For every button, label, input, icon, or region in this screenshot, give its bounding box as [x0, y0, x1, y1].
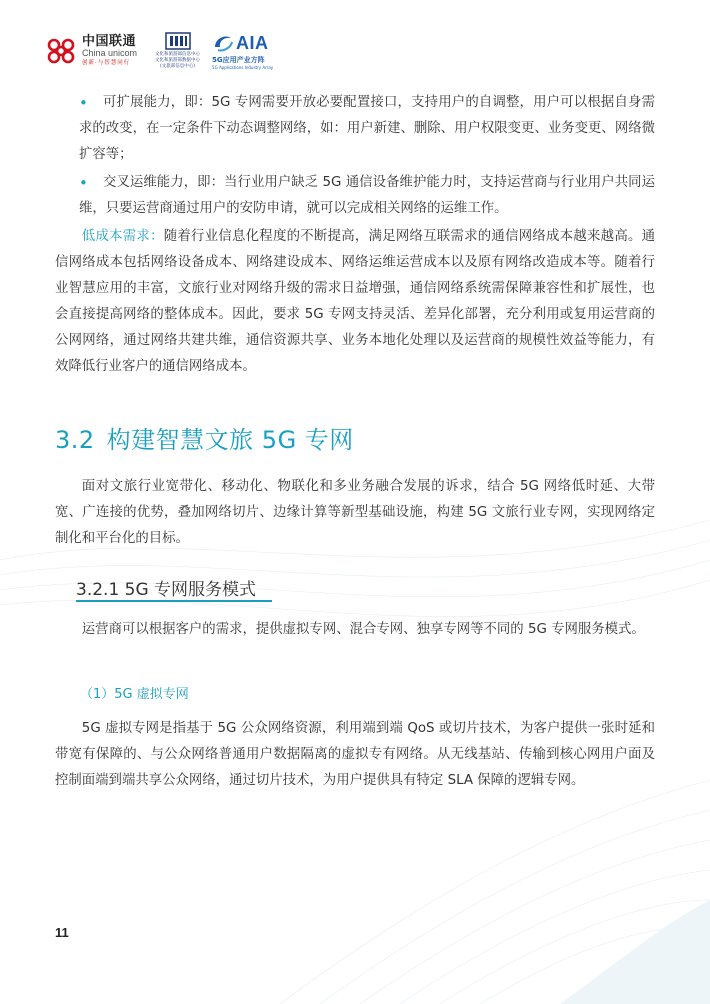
low-cost-text: 随着行业信息化程度的不断提高，满足网络互联需求的通信网络成本越来越高。通信网络成本包括网络设备成本、网络建设成本、网络运维运营成本以及原有网络改造成本等。随着行业智慧应用的丰富，文旅行业对网络升级的需求日益增强，通信网络系统需保障兼容性和扩展性，也会直接提高网络的整体成本。因此，要求 5G 专网支持灵活、差异化部署，充分利用或复用运营商的公网网络，通过网络共建共维，通信资源共享、业务本地化处理以及运营商的规模性效益等能力，有效降低行业客户的通信网络成本。 [55, 229, 656, 374]
header-logos [44, 28, 273, 74]
subsection-underline [76, 600, 272, 602]
aia-wordmark: AIA [236, 32, 269, 53]
section-intro: 面对文旅行业宽带化、移动化、物联化和多业务融合发展的诉求，结合 5G 网络低时延、大带宽、广连接的优势，叠加网络切片、边缘计算等新型基础设施，构建 5G 文旅行业专网，实现网络定制化和平台化的目标。 [55, 479, 655, 546]
section-title: 构建智慧文旅 5G 专网 [106, 426, 354, 454]
ministry-logo-line-1: 文化和旅游部信息中心 [155, 52, 201, 57]
aia-en-name: 5G Applications Industry Array [212, 64, 274, 70]
bullet-dot: • [79, 174, 88, 192]
unicom-en-name: China unicom [82, 48, 138, 59]
ministry-logo-line-2: 文化和旅游部数据中心 [155, 58, 201, 63]
unicom-cn-name: 中国联通 [82, 34, 137, 50]
unicom-knot-icon [44, 36, 78, 66]
bullet-text-scalability: 可扩展能力，即：5G 专网需要开放必要配置接口，支持用户的自调整，用户可以根据自身需求的改变，在一定条件下动态调整网络，如：用户新建、删除、用户权限变更、业务变更、网络微扩容等； [79, 95, 655, 162]
page-content [55, 90, 655, 380]
aia-5g-logo [212, 33, 273, 70]
subsection-intro: 运营商可以根据客户的需求，提供虚拟专网、混合专网、独享专网等不同的 5G 专网服务模式。 [81, 622, 645, 637]
page-number: 11 [55, 925, 69, 940]
ministry-emblem-icon [165, 32, 191, 50]
ministry-logo-line-3: (文旅部信息中心) [160, 64, 196, 69]
bullet-item-joint-ops [55, 170, 655, 222]
bullet-text-joint-ops: 交叉运维能力，即：当行业用户缺乏 5G 通信设备维护能力时，支持运营商与行业用户共同运维，只要运营商通过用户的安防申请，就可以完成相关网络的运维工作。 [79, 175, 655, 216]
ministry-center-logo [155, 32, 200, 70]
bullet-item-scalability [55, 90, 655, 168]
aia-cn-name: 5G应用产业方阵 [212, 55, 265, 64]
item-paragraph: 5G 虚拟专网是指基于 5G 公众网络资源，利用端到端 QoS 或切片技术，为客户提供一张时延和带宽有保障的、与公众网络普通用户数据隔离的虚拟专有网络。从无线基站、传输到核心网用户面及控制面端到端共享公众网络，通过切片技术，为用户提供具有特定 SLA 保障的逻辑专网。 [55, 721, 655, 788]
item-heading: （1）5G 虚拟专网 [80, 687, 189, 702]
section-heading [55, 420, 354, 455]
low-cost-label: 低成本需求： [81, 229, 164, 244]
section-number: 3.2 [55, 426, 95, 454]
subsection-heading: 3.2.1 5G 专网服务模式 [76, 580, 257, 600]
bullet-dot: • [79, 94, 88, 112]
aia-swoosh-icon [212, 33, 234, 53]
china-unicom-logo [44, 35, 137, 67]
unicom-slogan: 创新·与智慧同行 [82, 60, 131, 67]
low-cost-paragraph [55, 224, 655, 380]
